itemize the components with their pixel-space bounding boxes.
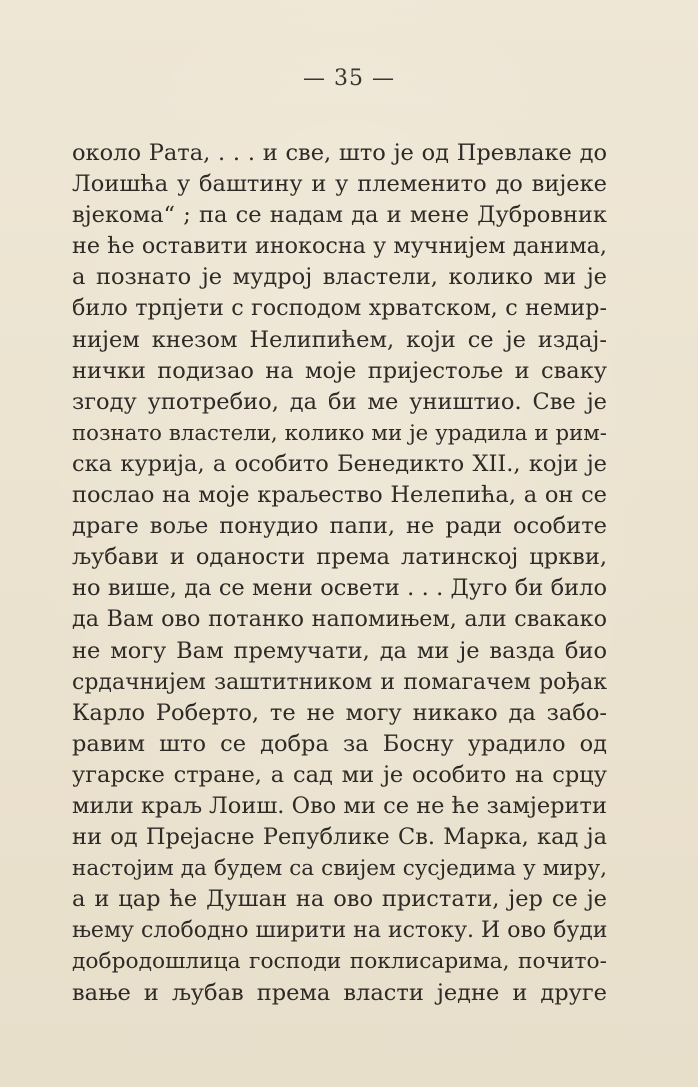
text-line: но више, да се мени освети . . . Дуго би било [72, 575, 607, 602]
text-line: да Вам ово потанко напомињем, али свакако [72, 606, 607, 633]
text-line: вање и љубав према власти једне и друге [72, 979, 607, 1006]
text-line: добродошлица господи поклисарима, почито- [72, 949, 607, 975]
text-line: ни од Прејасне Републике Св. Марка, кад ја [72, 824, 607, 851]
text-line: настојим да будем са свијем сусједима у миру, [72, 856, 607, 882]
text-line: около Рата, . . . и све, што је од Превлаке до [72, 140, 607, 166]
page-number: — 35 — [303, 66, 395, 91]
text-line: нички подизао на моје пријестоље и сваку [72, 357, 607, 384]
text-line: Лоишћа у баштину и у племенито до вијеке [72, 171, 607, 198]
text-line: вјекома“ ; па се надам да и мене Дубровник [72, 202, 607, 229]
text-line: ска курија, а особито Бенедикто XII., који је [72, 450, 607, 477]
text-line: нијем кнезом Нелипићем, који се је издај- [72, 326, 607, 353]
text-line: послао на моје краљество Нелепића, а он се [72, 482, 607, 509]
text-line: не могу Вам премучати, да ми је вазда био [72, 637, 607, 664]
text-line: мили краљ Лоиш. Ово ми се не ће замјерити [72, 792, 607, 819]
body-text [72, 138, 607, 1009]
text-line: њему слободно ширити на истоку. И ово буди [72, 918, 607, 944]
text-line: а и цар ће Душан на ово пристати, јер се је [72, 886, 607, 913]
text-line: Карло Роберто, те не могу никако да забо- [72, 699, 607, 726]
text-line: угарске стране, а сад ми је особито на срцу [72, 761, 607, 788]
text-line: познато властели, колико ми је урадила и рим- [72, 420, 607, 446]
text-line: срдачнијем заштитником и помагачем рођак [72, 669, 607, 695]
text-line: а познато је мудрој властели, колико ми је [72, 264, 607, 291]
text-line: згоду употребио, да би ме уништио. Све је [72, 388, 607, 415]
text-line: равим што се добра за Босну урадило од [72, 730, 607, 757]
text-line: љубави и оданости према латинској цркви, [72, 544, 607, 571]
text-line: не ће оставити инокосна у мучнијем данима, [72, 233, 607, 260]
text-line: било трпјети с господом хрватском, с немир- [72, 295, 607, 322]
text-line: драге воље понудио папи, не ради особите [72, 513, 607, 540]
